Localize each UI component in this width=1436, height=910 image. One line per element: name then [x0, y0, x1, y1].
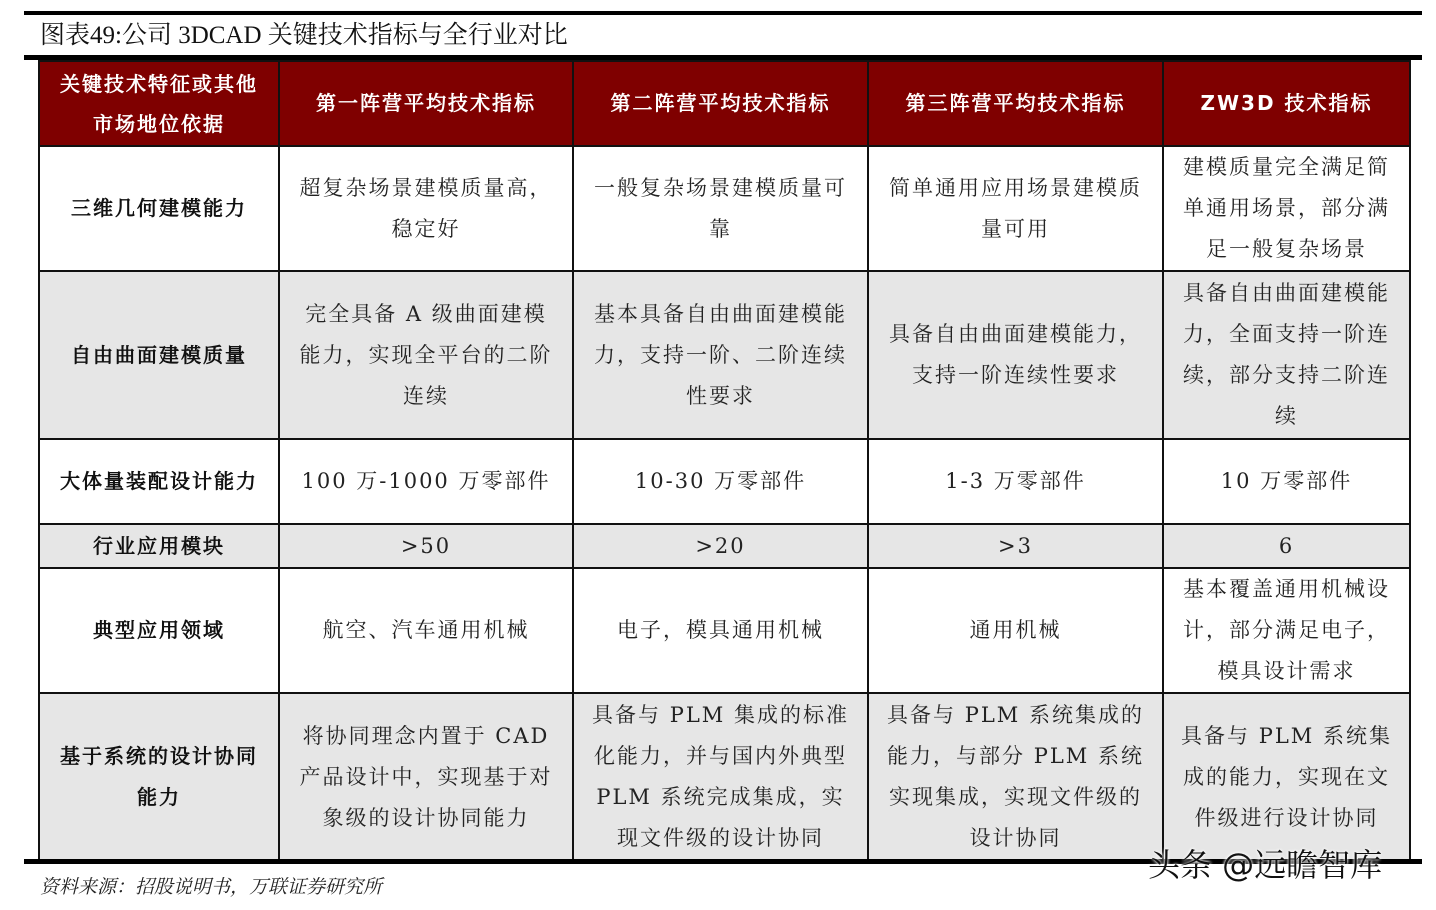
table-cell: 基本具备自由曲面建模能力，支持一阶、二阶连续性要求: [573, 271, 868, 439]
table-cell: >20: [573, 524, 868, 568]
header-cell: 第一阵营平均技术指标: [279, 61, 573, 146]
table-cell: 10 万零部件: [1163, 439, 1410, 524]
table-cell: 具备与 PLM 系统集成的能力，实现在文件级进行设计协同: [1163, 693, 1410, 861]
table-cell: 建模质量完全满足简单通用场景，部分满足一般复杂场景: [1163, 146, 1410, 271]
header-cell: 第三阵营平均技术指标: [868, 61, 1163, 146]
row-label: 行业应用模块: [39, 524, 279, 568]
header-cell: ZW3D 技术指标: [1163, 61, 1410, 146]
table-cell: >3: [868, 524, 1163, 568]
top-rule: [24, 11, 1422, 15]
header-row: [39, 61, 1410, 146]
table-cell: 具备与 PLM 集成的标准化能力，并与国内外典型 PLM 系统完成集成，实现文件级的设计协同: [573, 693, 868, 861]
table-cell: 100 万-1000 万零部件: [279, 439, 573, 524]
table-cell: 简单通用应用场景建模质量可用: [868, 146, 1163, 271]
table-row: [39, 693, 1410, 861]
row-label: 基于系统的设计协同能力: [39, 693, 279, 861]
row-label: 大体量装配设计能力: [39, 439, 279, 524]
figure-title: 图表49:公司 3DCAD 关键技术指标与全行业对比: [40, 22, 568, 49]
row-label: 三维几何建模能力: [39, 146, 279, 271]
comparison-table: [38, 60, 1411, 862]
table-cell: 航空、汽车通用机械: [279, 568, 573, 693]
source-note: 资料来源：招股说明书，万联证券研究所: [40, 876, 383, 898]
table-cell: 具备自由曲面建模能力，全面支持一阶连续，部分支持二阶连续: [1163, 271, 1410, 439]
header-cell: 关键技术特征或其他市场地位依据: [39, 61, 279, 146]
table-cell: >50: [279, 524, 573, 568]
table-cell: 超复杂场景建模质量高，稳定好: [279, 146, 573, 271]
table-cell: 具备自由曲面建模能力，支持一阶连续性要求: [868, 271, 1163, 439]
table-cell: 电子，模具通用机械: [573, 568, 868, 693]
table-cell: 具备与 PLM 系统集成的能力，与部分 PLM 系统实现集成，实现文件级的设计协同: [868, 693, 1163, 861]
table-cell: 将协同理念内置于 CAD 产品设计中，实现基于对象级的设计协同能力: [279, 693, 573, 861]
table-cell: 一般复杂场景建模质量可靠: [573, 146, 868, 271]
table-row: [39, 568, 1410, 693]
table-row: [39, 439, 1410, 524]
row-label: 典型应用领域: [39, 568, 279, 693]
table-row: [39, 146, 1410, 271]
row-label: 自由曲面建模质量: [39, 271, 279, 439]
table-row: [39, 524, 1410, 568]
table-cell: 6: [1163, 524, 1410, 568]
table-cell: 完全具备 A 级曲面建模能力，实现全平台的二阶连续: [279, 271, 573, 439]
watermark: 头条 @远瞻智库: [1148, 846, 1383, 884]
table-cell: 通用机械: [868, 568, 1163, 693]
table-cell: 基本覆盖通用机械设计，部分满足电子，模具设计需求: [1163, 568, 1410, 693]
table-cell: 10-30 万零部件: [573, 439, 868, 524]
table-cell: 1-3 万零部件: [868, 439, 1163, 524]
table-row: [39, 271, 1410, 439]
header-cell: 第二阵营平均技术指标: [573, 61, 868, 146]
